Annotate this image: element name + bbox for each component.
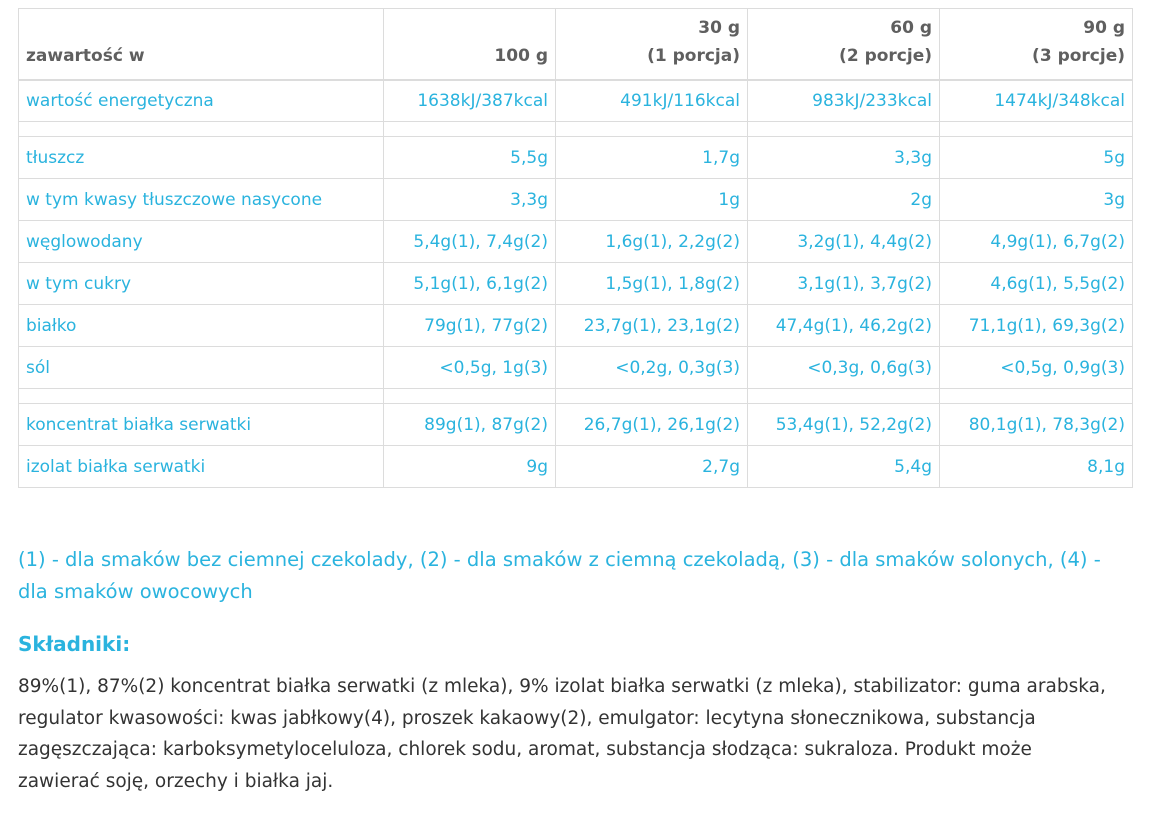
empty-cell <box>19 389 384 404</box>
table-spacer-row <box>19 122 1133 137</box>
row-label: białko <box>19 305 384 347</box>
header-col-30g <box>556 9 748 80</box>
header-col-100g <box>384 9 556 80</box>
ingredients-text: 89%(1), 87%(2) koncentrat białka serwatki (z mleka), 9% izolat białka serwatki (z mleka), stabilizator: guma arabska, regulator kwasowości: kwas jabłkowy(4), proszek kakaowy(2), emulgator: lecytyna słonecznikowa, substancja zagęszczająca: karboksymetyloceluloza, chlorek sodu, aromat, substancja słodząca: sukraloza. Produkt może zawierać soję, orzechy i białka jaj. <box>18 676 1106 792</box>
ingredients-title: Składniki: <box>18 632 131 656</box>
header-label-text: zawartość w <box>26 45 145 66</box>
table-row <box>19 446 1133 488</box>
row-label: węglowodany <box>19 221 384 263</box>
row-label: koncentrat białka serwatki <box>19 404 384 446</box>
header-col-60g <box>748 9 940 80</box>
nutrition-table <box>18 8 1133 488</box>
cell-value: 4,6g(1), 5,5g(2) <box>940 263 1133 305</box>
row-label: wartość energetyczna <box>19 80 384 122</box>
table-row <box>19 80 1133 122</box>
cell-value: 1g <box>556 179 748 221</box>
cell-value: 71,1g(1), 69,3g(2) <box>940 305 1133 347</box>
cell-value: <0,3g, 0,6g(3) <box>748 347 940 389</box>
header-col-line1: 90 g <box>1083 17 1125 38</box>
cell-value: 8,1g <box>940 446 1133 488</box>
row-label: tłuszcz <box>19 137 384 179</box>
header-col-line2: (1 porcja) <box>647 45 740 66</box>
cell-value: 1474kJ/348kcal <box>940 80 1133 122</box>
cell-value: 5,1g(1), 6,1g(2) <box>384 263 556 305</box>
cell-value: 3,2g(1), 4,4g(2) <box>748 221 940 263</box>
table-row <box>19 179 1133 221</box>
cell-value: 1,6g(1), 2,2g(2) <box>556 221 748 263</box>
cell-value: <0,2g, 0,3g(3) <box>556 347 748 389</box>
cell-value: 89g(1), 87g(2) <box>384 404 556 446</box>
header-label <box>19 9 384 80</box>
cell-value: 983kJ/233kcal <box>748 80 940 122</box>
cell-value: <0,5g, 1g(3) <box>384 347 556 389</box>
cell-value: 2,7g <box>556 446 748 488</box>
table-row <box>19 404 1133 446</box>
flavor-footnote: (1) - dla smaków bez ciemnej czekolady, (2) - dla smaków z ciemną czekoladą, (3) - dla smaków solonych, (4) - dla smaków owocowych <box>18 548 1101 603</box>
cell-value: 3,1g(1), 3,7g(2) <box>748 263 940 305</box>
header-col-line2: (2 porcje) <box>839 45 932 66</box>
table-spacer-row <box>19 389 1133 404</box>
table-row <box>19 221 1133 263</box>
row-label: w tym kwasy tłuszczowe nasycone <box>19 179 384 221</box>
table-row <box>19 305 1133 347</box>
empty-cell <box>384 122 556 137</box>
cell-value: 5,4g(1), 7,4g(2) <box>384 221 556 263</box>
header-col-line1: 30 g <box>698 17 740 38</box>
header-col-90g <box>940 9 1133 80</box>
empty-cell <box>556 122 748 137</box>
header-col-line1: 60 g <box>890 17 932 38</box>
cell-value: 80,1g(1), 78,3g(2) <box>940 404 1133 446</box>
table-row <box>19 137 1133 179</box>
empty-cell <box>940 389 1133 404</box>
cell-value: 9g <box>384 446 556 488</box>
empty-cell <box>940 122 1133 137</box>
cell-value: 53,4g(1), 52,2g(2) <box>748 404 940 446</box>
empty-cell <box>748 122 940 137</box>
cell-value: 5g <box>940 137 1133 179</box>
cell-value: 3,3g <box>748 137 940 179</box>
empty-cell <box>556 389 748 404</box>
cell-value: 491kJ/116kcal <box>556 80 748 122</box>
table-header-row <box>19 9 1133 80</box>
cell-value: 5,5g <box>384 137 556 179</box>
cell-value: 79g(1), 77g(2) <box>384 305 556 347</box>
cell-value: 47,4g(1), 46,2g(2) <box>748 305 940 347</box>
cell-value: 1,5g(1), 1,8g(2) <box>556 263 748 305</box>
cell-value: 23,7g(1), 23,1g(2) <box>556 305 748 347</box>
table-row <box>19 347 1133 389</box>
cell-value: 2g <box>748 179 940 221</box>
header-col-line2: (3 porcje) <box>1032 45 1125 66</box>
row-label: izolat białka serwatki <box>19 446 384 488</box>
empty-cell <box>748 389 940 404</box>
table-row <box>19 263 1133 305</box>
cell-value: 1,7g <box>556 137 748 179</box>
header-col-line2: 100 g <box>494 45 548 66</box>
cell-value: 5,4g <box>748 446 940 488</box>
cell-value: 1638kJ/387kcal <box>384 80 556 122</box>
cell-value: <0,5g, 0,9g(3) <box>940 347 1133 389</box>
cell-value: 3g <box>940 179 1133 221</box>
empty-cell <box>19 122 384 137</box>
empty-cell <box>384 389 556 404</box>
cell-value: 4,9g(1), 6,7g(2) <box>940 221 1133 263</box>
cell-value: 3,3g <box>384 179 556 221</box>
cell-value: 26,7g(1), 26,1g(2) <box>556 404 748 446</box>
row-label: w tym cukry <box>19 263 384 305</box>
row-label: sól <box>19 347 384 389</box>
